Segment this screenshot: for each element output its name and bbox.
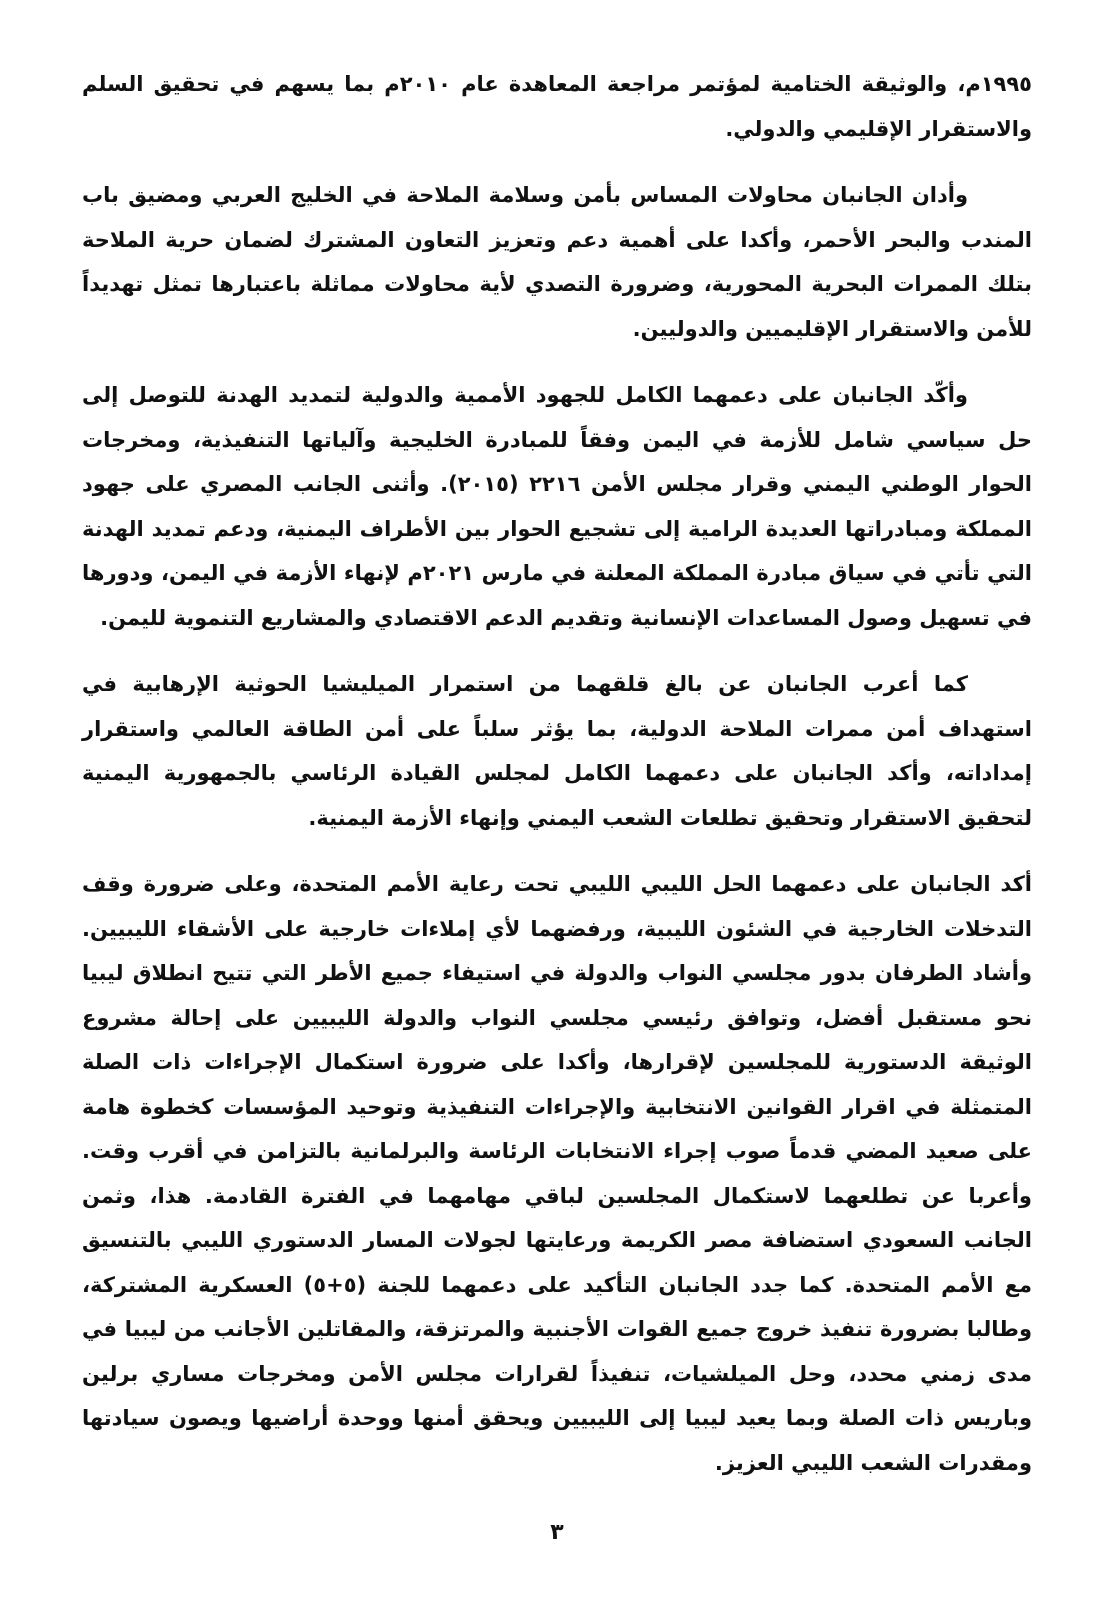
paragraph-yemen-truce: وأكّد الجانبان على دعمهما الكامل للجهود الأممية والدولية لتمديد الهدنة للتوصل إلى حل سياسي شامل للأزمة في اليمن وفقاً للمبادرة الخليجية وآلياتها التنفيذية، ومخرجات الحوار الوطني اليمني وقرار مجلس الأمن ٢٢١٦ (٢٠١٥). وأثنى الجانب المصري على جهود المملكة ومبادراتها العديدة الرامية إلى تشجيع الحوار بين الأطراف اليمنية، ودعم تمديد الهدنة التي تأتي في سياق مبادرة المملكة المعلنة في مارس ٢٠٢١م لإنهاء الأزمة في اليمن، ودورها في تسهيل وصول المساعدات الإنسانية وتقديم الدعم الاقتصادي والمشاريع التنموية لليمن. xyxy=(82,383,1032,630)
paragraph-libya: أكد الجانبان على دعمهما الحل الليبي الليبي تحت رعاية الأمم المتحدة، وعلى ضرورة وقف التدخلات الخارجية في الشئون الليبية، ورفضهما لأي إملاءات خارجية على الأشقاء الليبيين. وأشاد الطرفان بدور مجلسي النواب والدولة في استيفاء جميع الأطر التي تتيح انطلاق ليبيا نحو مستقبل أفضل، وتوافق رئيسي مجلسي النواب والدولة الليبيين على إحالة مشروع الوثيقة الدستورية للمجلسين لإقرارها، وأكدا على ضرورة استكمال الإجراءات ذات الصلة المتمثلة في اقرار القوانين الانتخابية والإجراءات التنفيذية وتوحيد المؤسسات كخطوة هامة على صعيد المضي قدماً صوب إجراء الانتخابات الرئاسة والبرلمانية بالتزامن في أقرب وقت. وأعربا عن تطلعهما لاستكمال المجلسين لباقي مهامهما في الفترة القادمة. هذا، وثمن الجانب السعودي استضافة مصر الكريمة ورعايتها لجولات المسار الدستوري الليبي بالتنسيق مع الأمم المتحدة. كما جدد الجانبان التأكيد على دعمهما للجنة (٥+٥) العسكرية المشتركة، وطالبا بضرورة تنفيذ خروج جميع القوات الأجنبية والمرتزقة، والمقاتلين الأجانب من ليبيا في مدى زمني محدد، وحل الميلشيات، تنفيذاً لقرارات مجلس الأمن ومخرجات مساري برلين وباريس ذات الصلة وبما يعيد ليبيا إلى الليبيين ويحقق أمنها ووحدة أراضيها ويصون سيادتها ومقدرات الشعب الليبي العزيز. xyxy=(82,872,1033,1475)
page-number: ٣ xyxy=(550,1520,564,1545)
paragraph-maritime-security: وأدان الجانبان محاولات المساس بأمن وسلامة الملاحة في الخليج العربي ومضيق باب المندب والبحر الأحمر، وأكدا على أهمية دعم وتعزيز التعاون المشترك لضمان حرية الملاحة بتلك الممرات البحرية المحورية، وضرورة التصدي لأية محاولات مماثلة باعتبارها تمثل تهديداً للأمن والاستقرار الإقليميين والدوليين. xyxy=(82,183,1032,341)
paragraph-npt-conclusion: ١٩٩٥م، والوثيقة الختامية لمؤتمر مراجعة المعاهدة عام ٢٠١٠م بما يسهم في تحقيق السلم والاستقرار الإقليمي والدولي. xyxy=(82,72,1032,141)
document-body xyxy=(82,62,1032,1507)
paragraph-houthi-concern: كما أعرب الجانبان عن بالغ قلقهما من استمرار الميليشيا الحوثية الإرهابية في استهداف أمن ممرات الملاحة الدولية، بما يؤثر سلباً على أمن الطاقة العالمي واستقرار إمداداته، وأكد الجانبان على دعمهما الكامل لمجلس القيادة الرئاسي بالجمهورية اليمنية لتحقيق الاستقرار وتحقيق تطلعات الشعب اليمني وإنهاء الأزمة اليمنية. xyxy=(82,672,1032,830)
